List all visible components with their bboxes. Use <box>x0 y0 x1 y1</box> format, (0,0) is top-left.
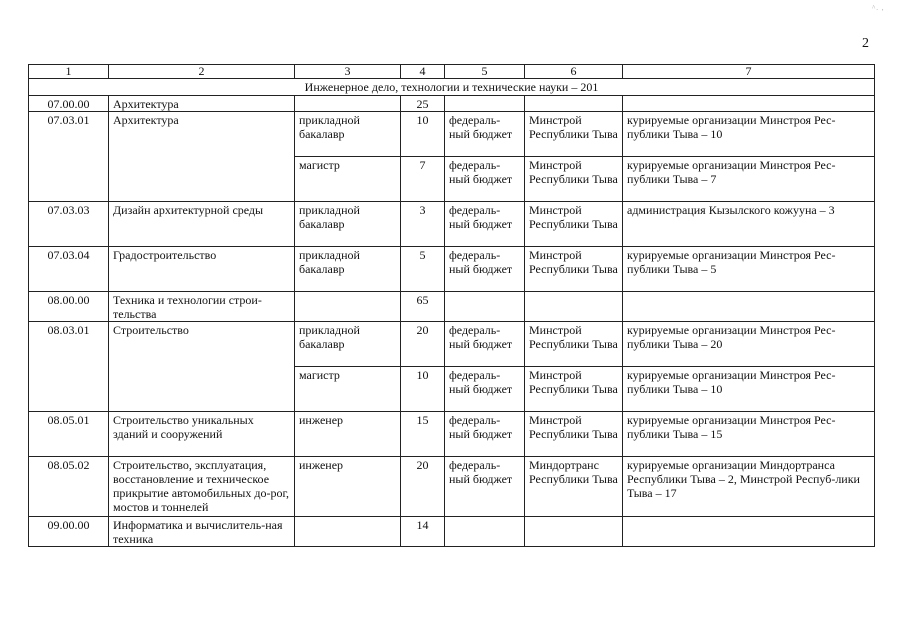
specialty-name: Архитектура <box>109 96 295 112</box>
column-number: 3 <box>295 65 401 79</box>
specialty-code: 08.05.01 <box>29 412 109 457</box>
ordering-body: Минстрой Республики Тыва <box>525 157 623 202</box>
specialty-name: Дизайн архитектурной среды <box>109 202 295 247</box>
table-row <box>29 292 875 322</box>
organizations: курируемые организации Миндортранса Республики Тыва – 2, Минстрой Респуб-лики Тыва – 17 <box>623 457 875 517</box>
organizations: курируемые организации Минстроя Рес-публики Тыва – 15 <box>623 412 875 457</box>
ordering-body: Минстрой Республики Тыва <box>525 322 623 367</box>
specialty-name: Строительство, эксплуатация, восстановление и техническое прикрытие автомобильных до-рог, мостов и тоннелей <box>109 457 295 517</box>
ordering-body <box>525 517 623 547</box>
funding-source: федераль-ный бюджет <box>445 202 525 247</box>
education-level: прикладной бакалавр <box>295 322 401 367</box>
table-row <box>29 96 875 112</box>
section-title: Инженерное дело, технологии и технические науки – 201 <box>29 79 875 96</box>
specialty-name: Информатика и вычислитель-ная техника <box>109 517 295 547</box>
quota-count: 14 <box>401 517 445 547</box>
organizations: курируемые организации Минстроя Рес-публики Тыва – 20 <box>623 322 875 367</box>
specialty-code: 09.00.00 <box>29 517 109 547</box>
ordering-body <box>525 96 623 112</box>
specialty-code: 08.05.02 <box>29 457 109 517</box>
education-level: магистр <box>295 367 401 412</box>
specialty-name: Строительство <box>109 322 295 412</box>
organizations <box>623 96 875 112</box>
ordering-body: Минстрой Республики Тыва <box>525 247 623 292</box>
ordering-body: Минстрой Республики Тыва <box>525 112 623 157</box>
column-number: 7 <box>623 65 875 79</box>
ordering-body: Минстрой Республики Тыва <box>525 202 623 247</box>
education-level: инженер <box>295 457 401 517</box>
funding-source: федераль-ный бюджет <box>445 412 525 457</box>
specialty-code: 07.03.03 <box>29 202 109 247</box>
specialty-code: 08.03.01 <box>29 322 109 412</box>
education-level: прикладной бакалавр <box>295 247 401 292</box>
funding-source <box>445 517 525 547</box>
specialty-code: 08.00.00 <box>29 292 109 322</box>
organizations: администрация Кызылского кожууна – 3 <box>623 202 875 247</box>
organizations <box>623 292 875 322</box>
quota-count: 65 <box>401 292 445 322</box>
quota-count: 15 <box>401 412 445 457</box>
education-level <box>295 292 401 322</box>
quota-count: 5 <box>401 247 445 292</box>
education-level: инженер <box>295 412 401 457</box>
quota-count: 25 <box>401 96 445 112</box>
column-number: 2 <box>109 65 295 79</box>
specialty-code: 07.03.01 <box>29 112 109 202</box>
funding-source <box>445 96 525 112</box>
funding-source: федераль-ный бюджет <box>445 322 525 367</box>
organizations: курируемые организации Минстроя Рес-публики Тыва – 10 <box>623 367 875 412</box>
organizations: курируемые организации Минстроя Рес-публики Тыва – 5 <box>623 247 875 292</box>
ordering-body: Миндортранс Республики Тыва <box>525 457 623 517</box>
column-number: 4 <box>401 65 445 79</box>
section-row <box>29 79 875 96</box>
quota-count: 20 <box>401 457 445 517</box>
table-row <box>29 322 875 367</box>
specialty-name: Градостроительство <box>109 247 295 292</box>
organizations: курируемые организации Минстроя Рес-публики Тыва – 7 <box>623 157 875 202</box>
funding-source: федераль-ный бюджет <box>445 457 525 517</box>
table-row <box>29 412 875 457</box>
education-level: прикладной бакалавр <box>295 202 401 247</box>
funding-source: федераль-ный бюджет <box>445 112 525 157</box>
table-row <box>29 112 875 157</box>
table-row <box>29 457 875 517</box>
ordering-body <box>525 292 623 322</box>
quota-count: 10 <box>401 112 445 157</box>
ordering-body: Минстрой Республики Тыва <box>525 367 623 412</box>
education-level: прикладной бакалавр <box>295 112 401 157</box>
table-row <box>29 517 875 547</box>
funding-source: федераль-ный бюджет <box>445 157 525 202</box>
table-row <box>29 247 875 292</box>
ordering-body: Минстрой Республики Тыва <box>525 412 623 457</box>
quota-count: 7 <box>401 157 445 202</box>
column-number: 6 <box>525 65 623 79</box>
table-row <box>29 202 875 247</box>
specialty-code: 07.03.04 <box>29 247 109 292</box>
education-level: магистр <box>295 157 401 202</box>
funding-source: федераль-ный бюджет <box>445 247 525 292</box>
column-number: 1 <box>29 65 109 79</box>
corner-scan-mark: ^. , <box>872 4 885 12</box>
specialty-name: Техника и технологии строи-тельства <box>109 292 295 322</box>
funding-source: федераль-ный бюджет <box>445 367 525 412</box>
funding-source <box>445 292 525 322</box>
quota-count: 10 <box>401 367 445 412</box>
specialties-table <box>28 64 875 547</box>
specialty-name: Строительство уникальных зданий и сооружений <box>109 412 295 457</box>
specialty-code: 07.00.00 <box>29 96 109 112</box>
specialty-name: Архитектура <box>109 112 295 202</box>
organizations <box>623 517 875 547</box>
education-level <box>295 517 401 547</box>
quota-count: 20 <box>401 322 445 367</box>
column-number-row <box>29 65 875 79</box>
quota-count: 3 <box>401 202 445 247</box>
page-number: 2 <box>862 36 869 51</box>
column-number: 5 <box>445 65 525 79</box>
organizations: курируемые организации Минстроя Рес-публики Тыва – 10 <box>623 112 875 157</box>
education-level <box>295 96 401 112</box>
